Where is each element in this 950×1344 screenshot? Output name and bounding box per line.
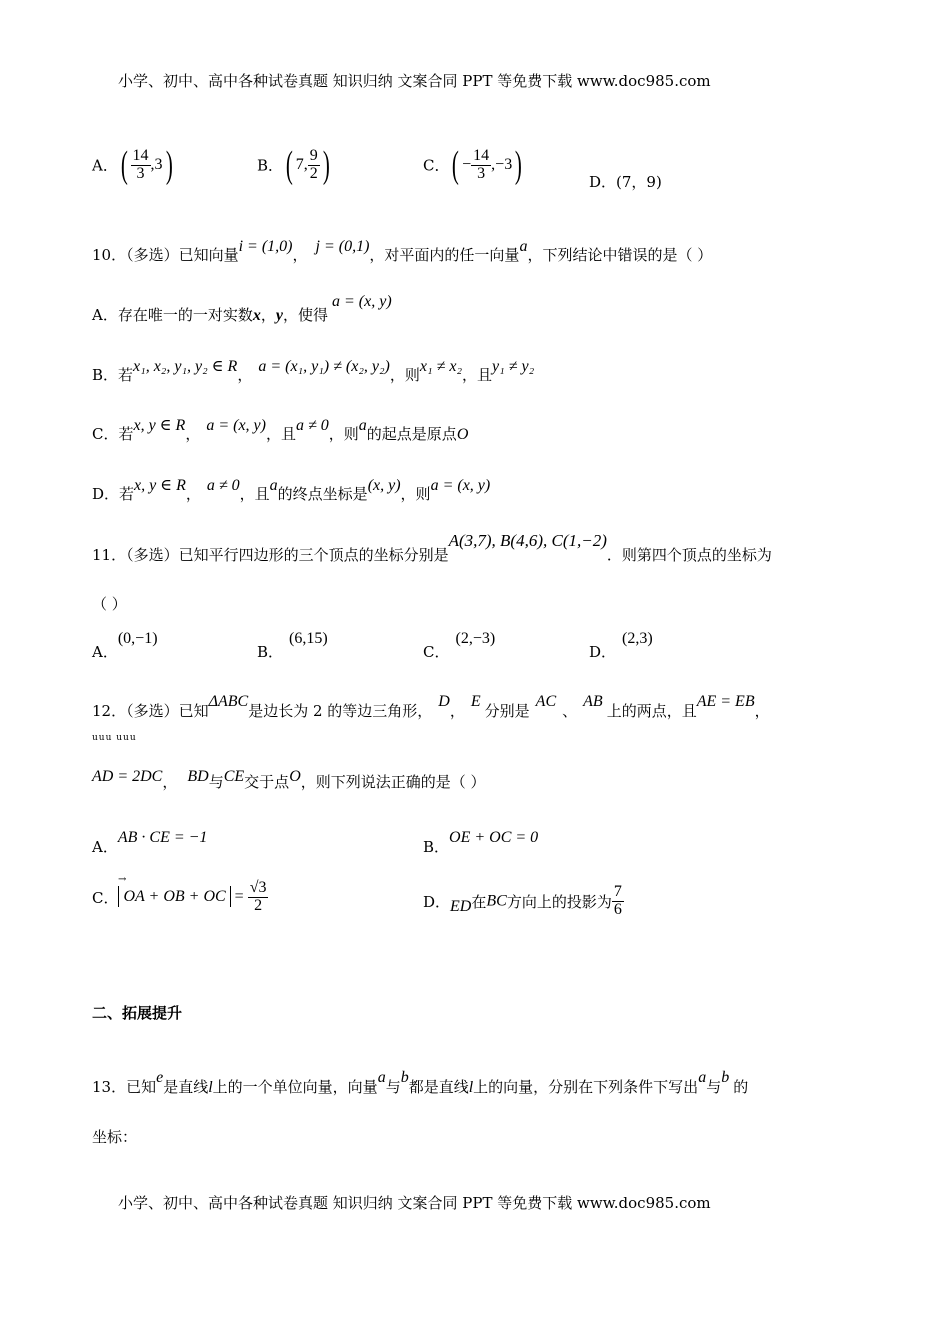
q9-option-c: C．( − $\frac{14}{3}$ ,−3) bbox=[423, 144, 523, 186]
q12-stem-line2: AD = 2DC， BD与CE交于点O，则下列说法正确的是（ ） bbox=[92, 768, 486, 791]
q9-option-d: D．(7，9) bbox=[589, 173, 662, 191]
q13-stem-line2: 坐标： bbox=[92, 1128, 138, 1146]
page-footer: 小学、初中、高中各种试卷真题 知识归纳 文案合同 PPT 等免费下载 www.doc985.com bbox=[118, 1194, 711, 1212]
q12-option-a: A．AB · CE = −1 bbox=[92, 829, 208, 856]
q12-stem: 12．（多选）已知ΔABC是边长为 2 的等边三角形，D，E分别是AC、AB上的两点，且AE = EB， bbox=[92, 693, 770, 720]
page-header: 小学、初中、高中各种试卷真题 知识归纳 文案合同 PPT 等免费下载 www.doc985.com bbox=[118, 72, 711, 90]
q11-option-d: D．(2,3) bbox=[589, 630, 653, 661]
q10-option-a: A．存在唯一的一对实数x，y，使得a = (x, y) bbox=[92, 293, 392, 324]
q12-option-d: D．ED在BC方向上的投影为 $\frac{7}{6}$ bbox=[423, 883, 622, 918]
q12-vector-arrows: uuu uuu bbox=[92, 733, 137, 743]
q12-option-c-arrow: → bbox=[118, 874, 127, 885]
q11-option-b: B．(6,15) bbox=[257, 630, 328, 661]
q10-option-b: B．若x₁, x₂, y₁, y₂ ∈ R， a = (x₁, y₁) ≠ (x₂, y₂)，则x₁ ≠ x₂，且y₁ ≠ y₂ bbox=[92, 358, 535, 384]
q9-option-a: A．( $\frac{14}{3}$ ,3) bbox=[92, 144, 173, 186]
q12-option-c: C． OA + OB + OC = $\frac{√3}{2}$ bbox=[92, 879, 267, 914]
q13-stem: 13．已知e是直线l上的一个单位向量，向量a与b都是直线l上的向量，分别在下列条件下写出a与b的 bbox=[92, 1069, 749, 1096]
q11-option-c: C．(2,−3) bbox=[423, 630, 496, 661]
q11-answer-blank: （ ） bbox=[92, 595, 127, 613]
q10-option-d: D．若x, y ∈ R， a ≠ 0，且a的终点坐标是(x, y)，则a = (x, y) bbox=[92, 477, 491, 503]
section-title: 二、拓展提升 bbox=[92, 1004, 183, 1022]
q10-option-c: C．若x, y ∈ R， a = (x, y)，且a ≠ 0，则a的起点是原点O bbox=[92, 417, 469, 443]
q11-option-a: A．(0,−1) bbox=[92, 630, 158, 661]
q11-stem: 11．（多选）已知平行四边形的三个顶点的坐标分别是A(3,7), B(4,6), C(1,−2)．则第四个顶点的坐标为 bbox=[92, 531, 772, 564]
q9-option-b: B．( 7, $\frac{9}{2}$ ) bbox=[257, 144, 330, 186]
q12-option-b: B．OE + OC = 0 bbox=[423, 829, 539, 856]
q10-stem: 10．（多选）已知向量i = (1,0)， j = (0,1)，对平面内的任一向量a，下列结论中错误的是（ ） bbox=[92, 238, 713, 264]
